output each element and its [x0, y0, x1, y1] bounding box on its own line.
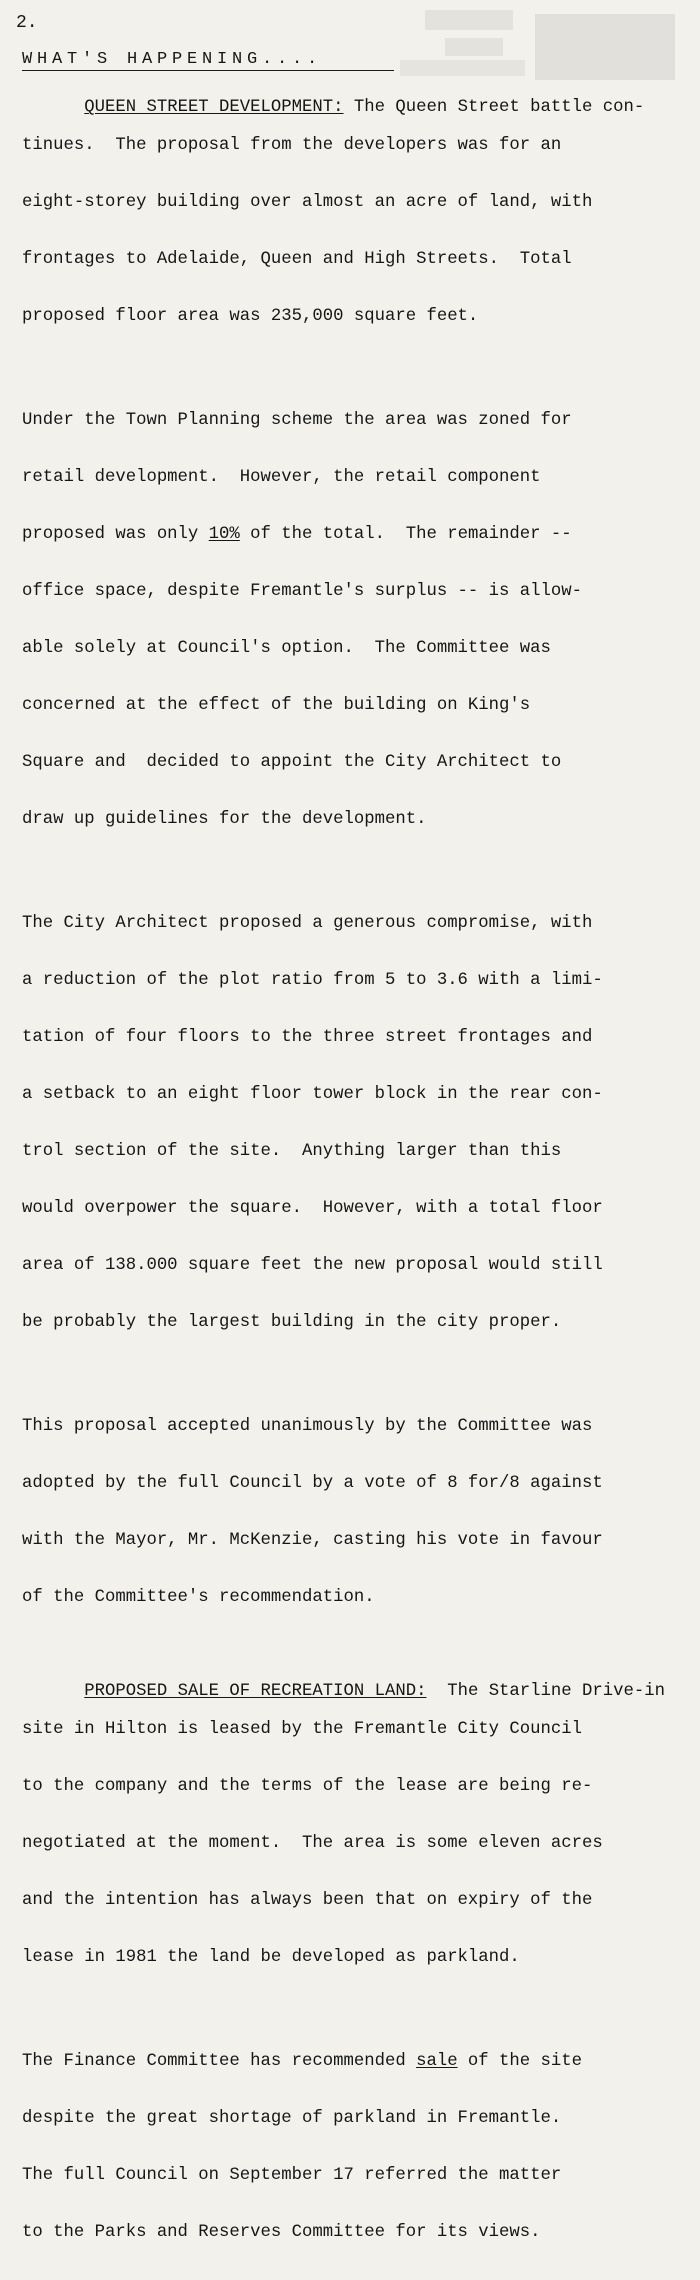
recreation-land-line-5: and the intention has always been that on expiry of the: [22, 1891, 593, 1910]
queen-street-paragraph-4-line-4: of the Committee's recommendation.: [22, 1588, 375, 1607]
sale-post: of the site: [457, 2052, 583, 2071]
recreation-land-paragraph-2-line-1: [22, 2052, 686, 2071]
retail-percent-value: 10%: [208, 525, 240, 544]
queen-street-paragraph-2-line-3: [22, 525, 686, 544]
queen-street-paragraph-4-line-2: adopted by the full Council by a vote of 8 for/8 against: [22, 1474, 603, 1493]
retail-percent-post: of the total. The remainder --: [239, 525, 572, 544]
queen-street-line-5: proposed floor area was 235,000 square feet.: [22, 307, 479, 326]
queen-street-paragraph-4-line-3: with the Mayor, Mr. McKenzie, casting his vote in favour: [22, 1531, 603, 1550]
sale-word: sale: [416, 2052, 458, 2071]
recreation-land-paragraph-2-line-3: The full Council on September 17 referred the matter: [22, 2166, 562, 2185]
queen-street-paragraph-3-line-6: would overpower the square. However, with a total floor: [22, 1199, 603, 1218]
recreation-land-line-2: site in Hilton is leased by the Fremantle City Council: [22, 1720, 583, 1739]
queen-street-paragraph-4-line-1: This proposal accepted unanimously by the Committee was: [22, 1417, 593, 1436]
queen-street-line-3: eight-storey building over almost an acre of land, with: [22, 193, 593, 212]
section-title-underline: [22, 70, 394, 71]
queen-street-line-4: frontages to Adelaide, Queen and High Streets. Total: [22, 250, 572, 269]
sale-pre: The Finance Committee has recommended: [22, 2052, 417, 2071]
queen-street-paragraph-3-line-3: tation of four floors to the three street frontages and: [22, 1028, 593, 1047]
queen-street-paragraph-2-line-2: retail development. However, the retail component: [22, 468, 541, 487]
queen-street-paragraph-3-line-8: be probably the largest building in the city proper.: [22, 1313, 562, 1332]
queen-street-heading: QUEEN STREET DEVELOPMENT:: [84, 98, 344, 117]
queen-street-paragraph-1: [22, 79, 686, 364]
recreation-land-paragraph-2-line-2: despite the great shortage of parkland in Fremantle.: [22, 2109, 562, 2128]
recreation-land-line-3: to the company and the terms of the lease are being re-: [22, 1777, 593, 1796]
queen-street-paragraph-2-line-1: Under the Town Planning scheme the area was zoned for: [22, 411, 572, 430]
queen-street-paragraph-3-line-1: The City Architect proposed a generous compromise, with: [22, 914, 593, 933]
queen-street-paragraph-2-line-5: able solely at Council's option. The Committee was: [22, 639, 551, 658]
queen-street-line-1-rest: The Queen Street battle con-: [343, 98, 645, 117]
queen-street-line-2: tinues. The proposal from the developers was for an: [22, 136, 562, 155]
queen-street-paragraph-3-line-4: a setback to an eight floor tower block in the rear con-: [22, 1085, 603, 1104]
queen-street-paragraph-3-line-7: area of 138.000 square feet the new proposal would still: [22, 1256, 603, 1275]
show-through-print-texture: [390, 4, 690, 90]
queen-street-paragraph-2-line-8: draw up guidelines for the development.: [22, 810, 427, 829]
recreation-land-paragraph-1: [22, 1663, 686, 2005]
queen-street-paragraph-2-line-7: Square and decided to appoint the City Architect to: [22, 753, 562, 772]
recreation-land-line-6: lease in 1981 the land be developed as parkland.: [22, 1948, 520, 1967]
recreation-land-heading: PROPOSED SALE OF RECREATION LAND:: [84, 1682, 427, 1701]
recreation-land-paragraph-2: [22, 2014, 686, 2280]
page-number: 2.: [16, 13, 38, 33]
queen-street-paragraph-3-line-5: trol section of the site. Anything larger than this: [22, 1142, 562, 1161]
retail-percent-pre: proposed was only: [22, 525, 209, 544]
queen-street-paragraph-2: [22, 373, 686, 867]
queen-street-paragraph-4: [22, 1379, 686, 1645]
queen-street-paragraph-3-line-2: a reduction of the plot ratio from 5 to 3.6 with a limi-: [22, 971, 603, 990]
recreation-land-line-1-rest: The Starline Drive-in: [426, 1682, 665, 1701]
section-spacing: [22, 1645, 686, 1663]
queen-street-paragraph-2-line-6: concerned at the effect of the building on King's: [22, 696, 531, 715]
recreation-land-line-4: negotiated at the moment. The area is some eleven acres: [22, 1834, 603, 1853]
article-content: [22, 79, 686, 2280]
queen-street-paragraph-2-line-4: office space, despite Fremantle's surplus -- is allow-: [22, 582, 583, 601]
queen-street-paragraph-3: [22, 876, 686, 1370]
section-title: WHAT'S HAPPENING....: [22, 50, 323, 69]
recreation-land-paragraph-2-line-4: to the Parks and Reserves Committee for its views.: [22, 2223, 541, 2242]
